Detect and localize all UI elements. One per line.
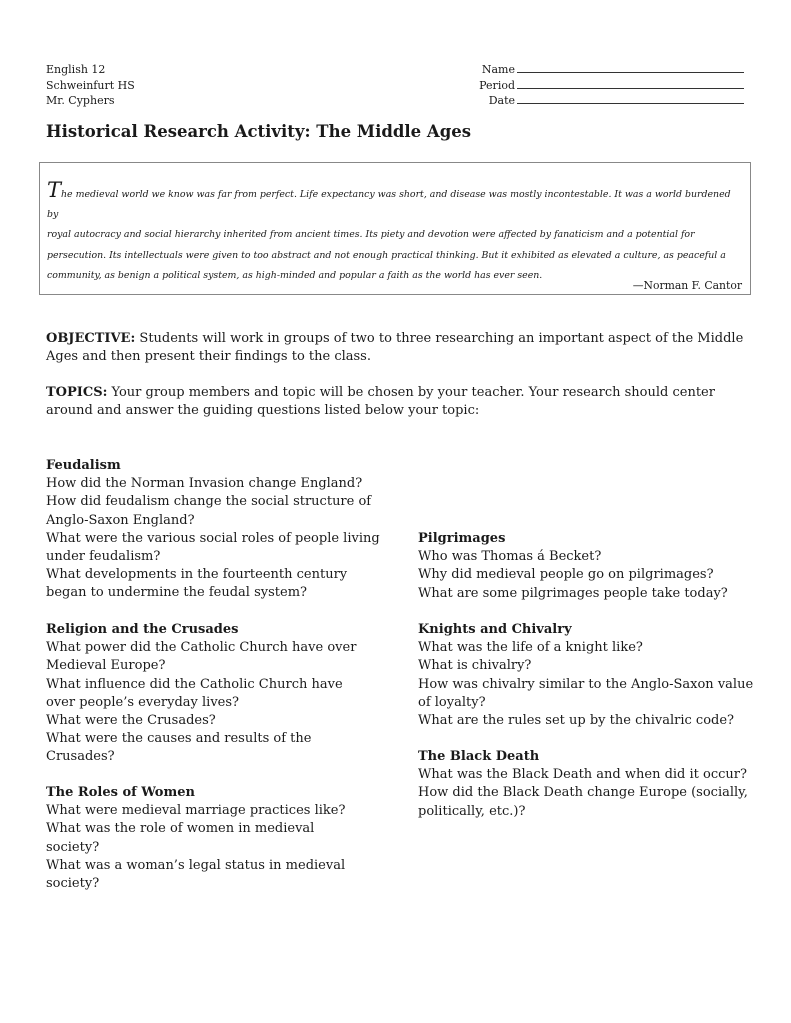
quote-line-1: he medieval world we know was far from perfect. Life expectancy was short, and disease was mostly incontestable. It was a world burdened by [47, 189, 731, 221]
objective-label: OBJECTIVE: [46, 331, 136, 346]
student-info-fields [479, 62, 744, 109]
quote-box [39, 162, 751, 295]
date-blank[interactable] [517, 93, 744, 104]
topic-feudalism [46, 457, 381, 603]
guiding-question: What were the Crusades? [46, 713, 216, 729]
quote-line-3: persecution. Its intellectuals were given to too abstract and not enough practical thinking. But it exhibited as elevated a culture, as peaceful a [47, 249, 726, 261]
guiding-question: How did the Black Death change Europe (socially, politically, etc.)? [418, 785, 748, 819]
topic-knights-chivalry [418, 621, 758, 730]
guiding-question: Why did medieval people go on pilgrimages? [418, 567, 714, 583]
topics-label: TOPICS: [46, 385, 108, 400]
guiding-question: What were the causes and results of the Crusades? [46, 731, 312, 765]
quote-text [47, 178, 743, 286]
guiding-question: What is chivalry? [418, 658, 532, 674]
objective-paragraph [46, 330, 746, 366]
topic-black-death [418, 748, 758, 821]
topic-heading: Feudalism [46, 458, 121, 473]
topic-heading: The Black Death [418, 749, 540, 764]
name-blank[interactable] [517, 62, 744, 73]
date-label: Date [488, 94, 515, 107]
page-title: Historical Research Activity: The Middle Ages [46, 122, 472, 141]
topic-roles-of-women [46, 784, 366, 893]
name-row [479, 62, 744, 78]
guiding-question: How did feudalism change the social structure of Anglo-Saxon England? [46, 494, 372, 528]
topic-religion-crusades [46, 621, 366, 767]
topics-paragraph [46, 384, 746, 420]
name-label: Name [481, 63, 515, 76]
guiding-question: How was chivalry similar to the Anglo-Saxon value of loyalty? [418, 676, 754, 710]
date-row [479, 93, 744, 109]
guiding-question: What was the role of women in medieval society? [46, 821, 315, 855]
guiding-question: What were the various social roles of people living under feudalism? [46, 530, 380, 565]
quote-line-4: community, as benign a political system, as high-minded and popular a faith as the world has ever seen. [47, 269, 543, 281]
guiding-question: What developments in the fourteenth century began to undermine the feudal system? [46, 567, 348, 601]
topics-text: Your group members and topic will be chosen by your teacher. Your research should center around and answer the guiding questions listed below your topic: [46, 385, 715, 418]
guiding-question: What influence did the Catholic Church have over people’s everyday lives? [46, 676, 343, 710]
school-name: Schweinfurt HS [46, 78, 135, 92]
quote-dropcap: T [47, 178, 62, 202]
topic-heading: Knights and Chivalry [418, 622, 572, 637]
guiding-question: What power did the Catholic Church have over Medieval Europe? [46, 640, 357, 674]
period-label: Period [479, 78, 515, 92]
quote-line-2: royal autocracy and social hierarchy inherited from ancient times. Its piety and devotion were affected by fanaticism and a potential for [47, 229, 695, 241]
topic-heading: Religion and the Crusades [46, 622, 239, 637]
quote-attribution: —Norman F. Cantor [632, 279, 742, 292]
guiding-question: What was the Black Death and when did it occur? [418, 767, 747, 783]
guiding-question: What was a woman’s legal status in medieval society? [46, 857, 346, 892]
guiding-question: What are the rules set up by the chivalric code? [418, 713, 735, 729]
topic-pilgrimages [418, 530, 758, 603]
teacher-name: Mr. Cyphers [46, 94, 115, 107]
guiding-question: How did the Norman Invasion change England? [46, 476, 363, 492]
period-blank[interactable] [517, 78, 744, 89]
period-row [479, 78, 744, 94]
topic-heading: Pilgrimages [418, 531, 506, 546]
topic-heading: The Roles of Women [46, 785, 195, 800]
objective-text: Students will work in groups of two to three researching an important aspect of the Middle Ages and then present their findings to the class. [46, 331, 744, 364]
guiding-question: What was the life of a knight like? [418, 640, 643, 656]
course-info [46, 62, 135, 109]
guiding-question: What are some pilgrimages people take today? [418, 585, 728, 601]
course-name: English 12 [46, 63, 106, 76]
guiding-question: What were medieval marriage practices like? [46, 803, 346, 819]
guiding-question: Who was Thomas á Becket? [418, 549, 602, 565]
